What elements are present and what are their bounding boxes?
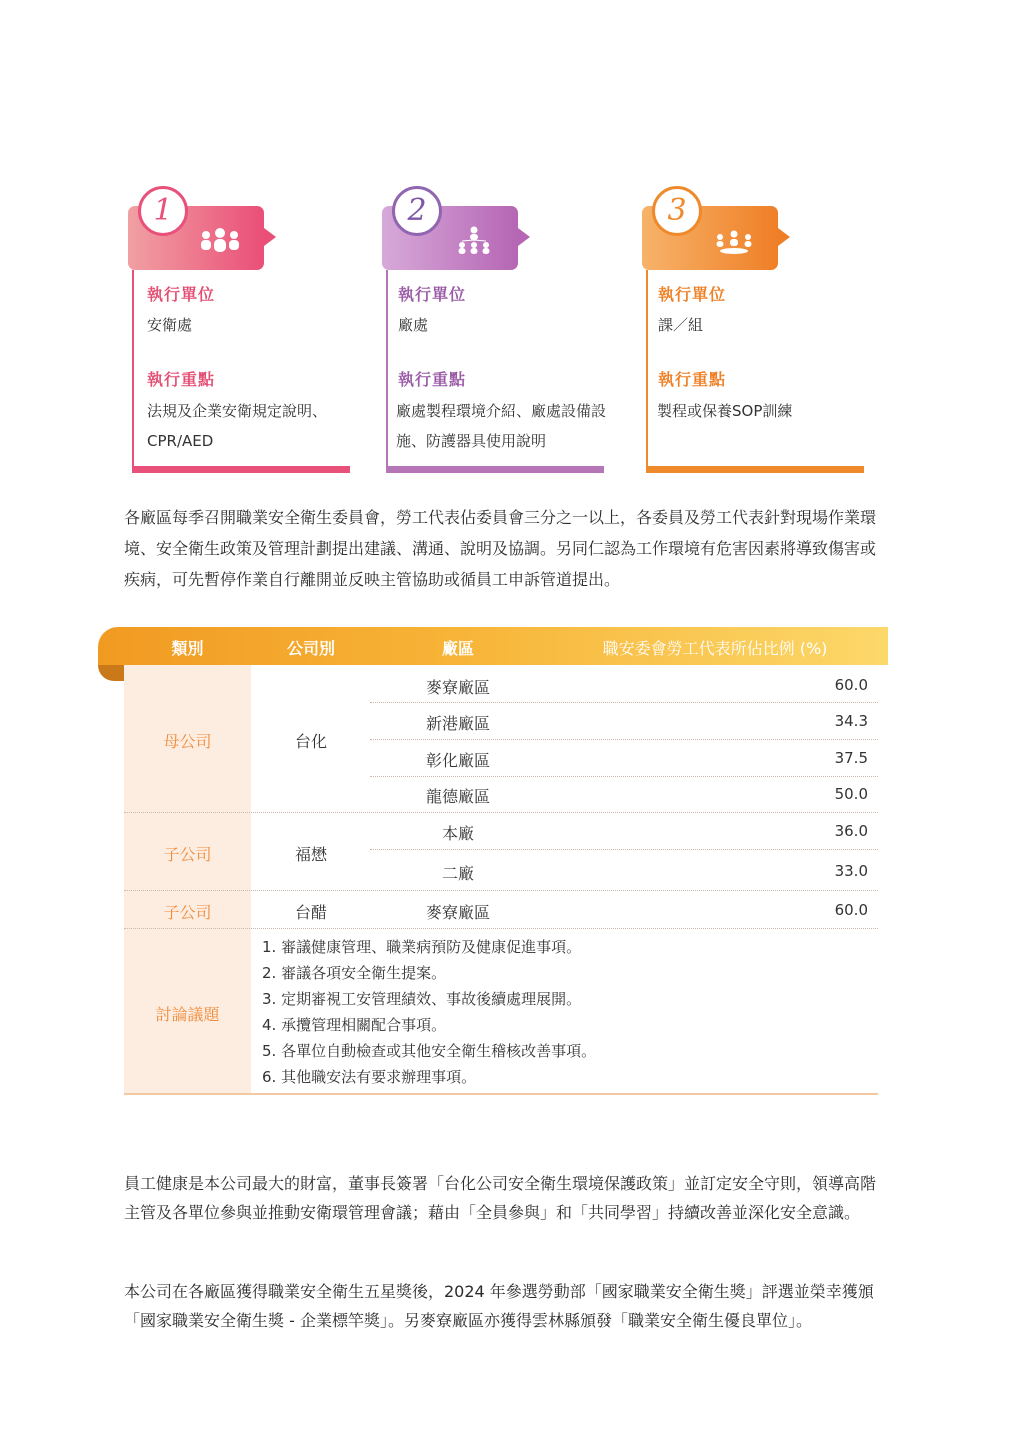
step-card-3	[642, 186, 864, 476]
step-number: 2	[392, 186, 442, 236]
plant-cell: 本廠	[441, 824, 474, 843]
company-cell: 台化	[294, 732, 327, 751]
step-number: 3	[652, 186, 702, 236]
ratio-cell: 33.0	[834, 862, 868, 880]
step-number: 1	[138, 186, 188, 236]
card-bottom-bar	[386, 466, 604, 473]
step-card-1	[128, 186, 350, 476]
unit-value: 課／組	[658, 316, 704, 334]
ratio-cell: 50.0	[834, 785, 868, 803]
header-ratio: 職安委會勞工代表所佔比例 (%)	[602, 639, 828, 658]
plant-cell: 麥寮廠區	[425, 678, 490, 697]
row-divider	[370, 739, 878, 740]
ratio-cell: 37.5	[834, 749, 868, 767]
table-header-curl	[98, 663, 124, 681]
row-divider	[124, 890, 878, 891]
banner-arrow	[778, 228, 790, 246]
unit-label: 執行單位	[398, 285, 467, 304]
topic-item: 3. 定期審視工安管理績效、事故後續處理展開。	[262, 990, 582, 1008]
row-divider	[370, 776, 878, 777]
topic-item: 5. 各單位自動檢查或其他安全衛生稽核改善事項。	[262, 1042, 597, 1060]
plant-cell: 二廠	[441, 864, 474, 883]
focus-value: 廠處製程環境介紹、廠處設備設施、防護器具使用說明	[396, 402, 607, 450]
unit-label: 執行單位	[658, 285, 727, 304]
focus-label: 執行重點	[398, 370, 467, 389]
topics-list	[262, 934, 596, 1090]
ratio-cell: 60.0	[834, 901, 868, 919]
row-divider	[124, 928, 878, 929]
card-side-line	[132, 270, 134, 468]
category-cell: 子公司	[163, 903, 212, 922]
hierarchy-people-icon	[450, 226, 498, 256]
topic-item: 1. 審議健康管理、職業病預防及健康促進事項。	[262, 938, 582, 956]
company-cell: 台醋	[294, 903, 327, 922]
category-cell: 子公司	[163, 845, 212, 864]
focus-label: 執行重點	[147, 370, 216, 389]
topic-item: 6. 其他職安法有要求辦理事項。	[262, 1068, 477, 1086]
header-category: 類別	[171, 639, 204, 658]
ratio-cell: 36.0	[834, 822, 868, 840]
team-people-icon	[710, 226, 758, 256]
banner-arrow	[518, 228, 530, 246]
topic-item: 2. 審議各項安全衛生提案。	[262, 964, 447, 982]
plant-cell: 麥寮廠區	[425, 903, 490, 922]
row-divider	[370, 702, 878, 703]
header-company: 公司別	[286, 639, 335, 658]
health-paragraph: 員工健康是本公司最大的財富，董事長簽署「台化公司安全衛生環境保護政策」並訂定安全守則，領導高階主管及各單位參與並推動安衛環管理會議；藉由「全員參與」和「共同學習」持續改善並深化安全意識。	[124, 1174, 877, 1222]
card-side-line	[646, 270, 648, 468]
plant-cell: 龍德廠區	[425, 787, 490, 806]
focus-label: 執行重點	[658, 370, 727, 389]
topic-item: 4. 承攬管理相關配合事項。	[262, 1016, 447, 1034]
company-cell: 福懋	[294, 845, 327, 864]
card-bottom-bar	[132, 466, 350, 473]
table-bottom-line	[124, 1093, 878, 1095]
card-bottom-bar	[646, 466, 864, 473]
row-divider	[124, 812, 878, 813]
plant-cell: 新港廠區	[425, 714, 490, 733]
card-side-line	[386, 270, 388, 468]
unit-label: 執行單位	[147, 285, 216, 304]
category-cell: 母公司	[163, 732, 212, 751]
ratio-cell: 34.3	[834, 712, 868, 730]
header-plant: 廠區	[441, 639, 474, 658]
banner-arrow	[264, 228, 276, 246]
plant-cell: 彰化廠區	[425, 751, 490, 770]
focus-value: 製程或保養SOP訓練	[657, 402, 793, 420]
unit-value: 廠處	[398, 316, 429, 334]
step-card-2	[382, 186, 607, 476]
row-divider	[370, 849, 878, 850]
ratio-cell: 60.0	[834, 676, 868, 694]
topics-label: 討論議題	[155, 1005, 220, 1024]
committee-paragraph: 各廠區每季召開職業安全衛生委員會，勞工代表佔委員會三分之一以上，各委員及勞工代表針對現場作業環境、安全衛生政策及管理計劃提出建議、溝通、說明及協調。另同仁認為工作環境有危害因素將導致傷害或疾病，可先暫停作業自行離開並反映主管協助或循員工申訴管道提出。	[124, 508, 877, 589]
award-paragraph: 本公司在各廠區獲得職業安全衛生五星獎後，2024 年參選勞動部「國家職業安全衛生獎」評選並榮幸獲頒「國家職業安全衛生獎 - 企業標竿獎」。另麥寮廠區亦獲得雲林縣頒發「職業安全衛生優良單位」。	[124, 1282, 874, 1330]
unit-value: 安衛處	[147, 316, 193, 334]
focus-value: 法規及企業安衛規定說明、CPR/AED	[147, 402, 328, 450]
group-people-icon	[196, 226, 244, 256]
